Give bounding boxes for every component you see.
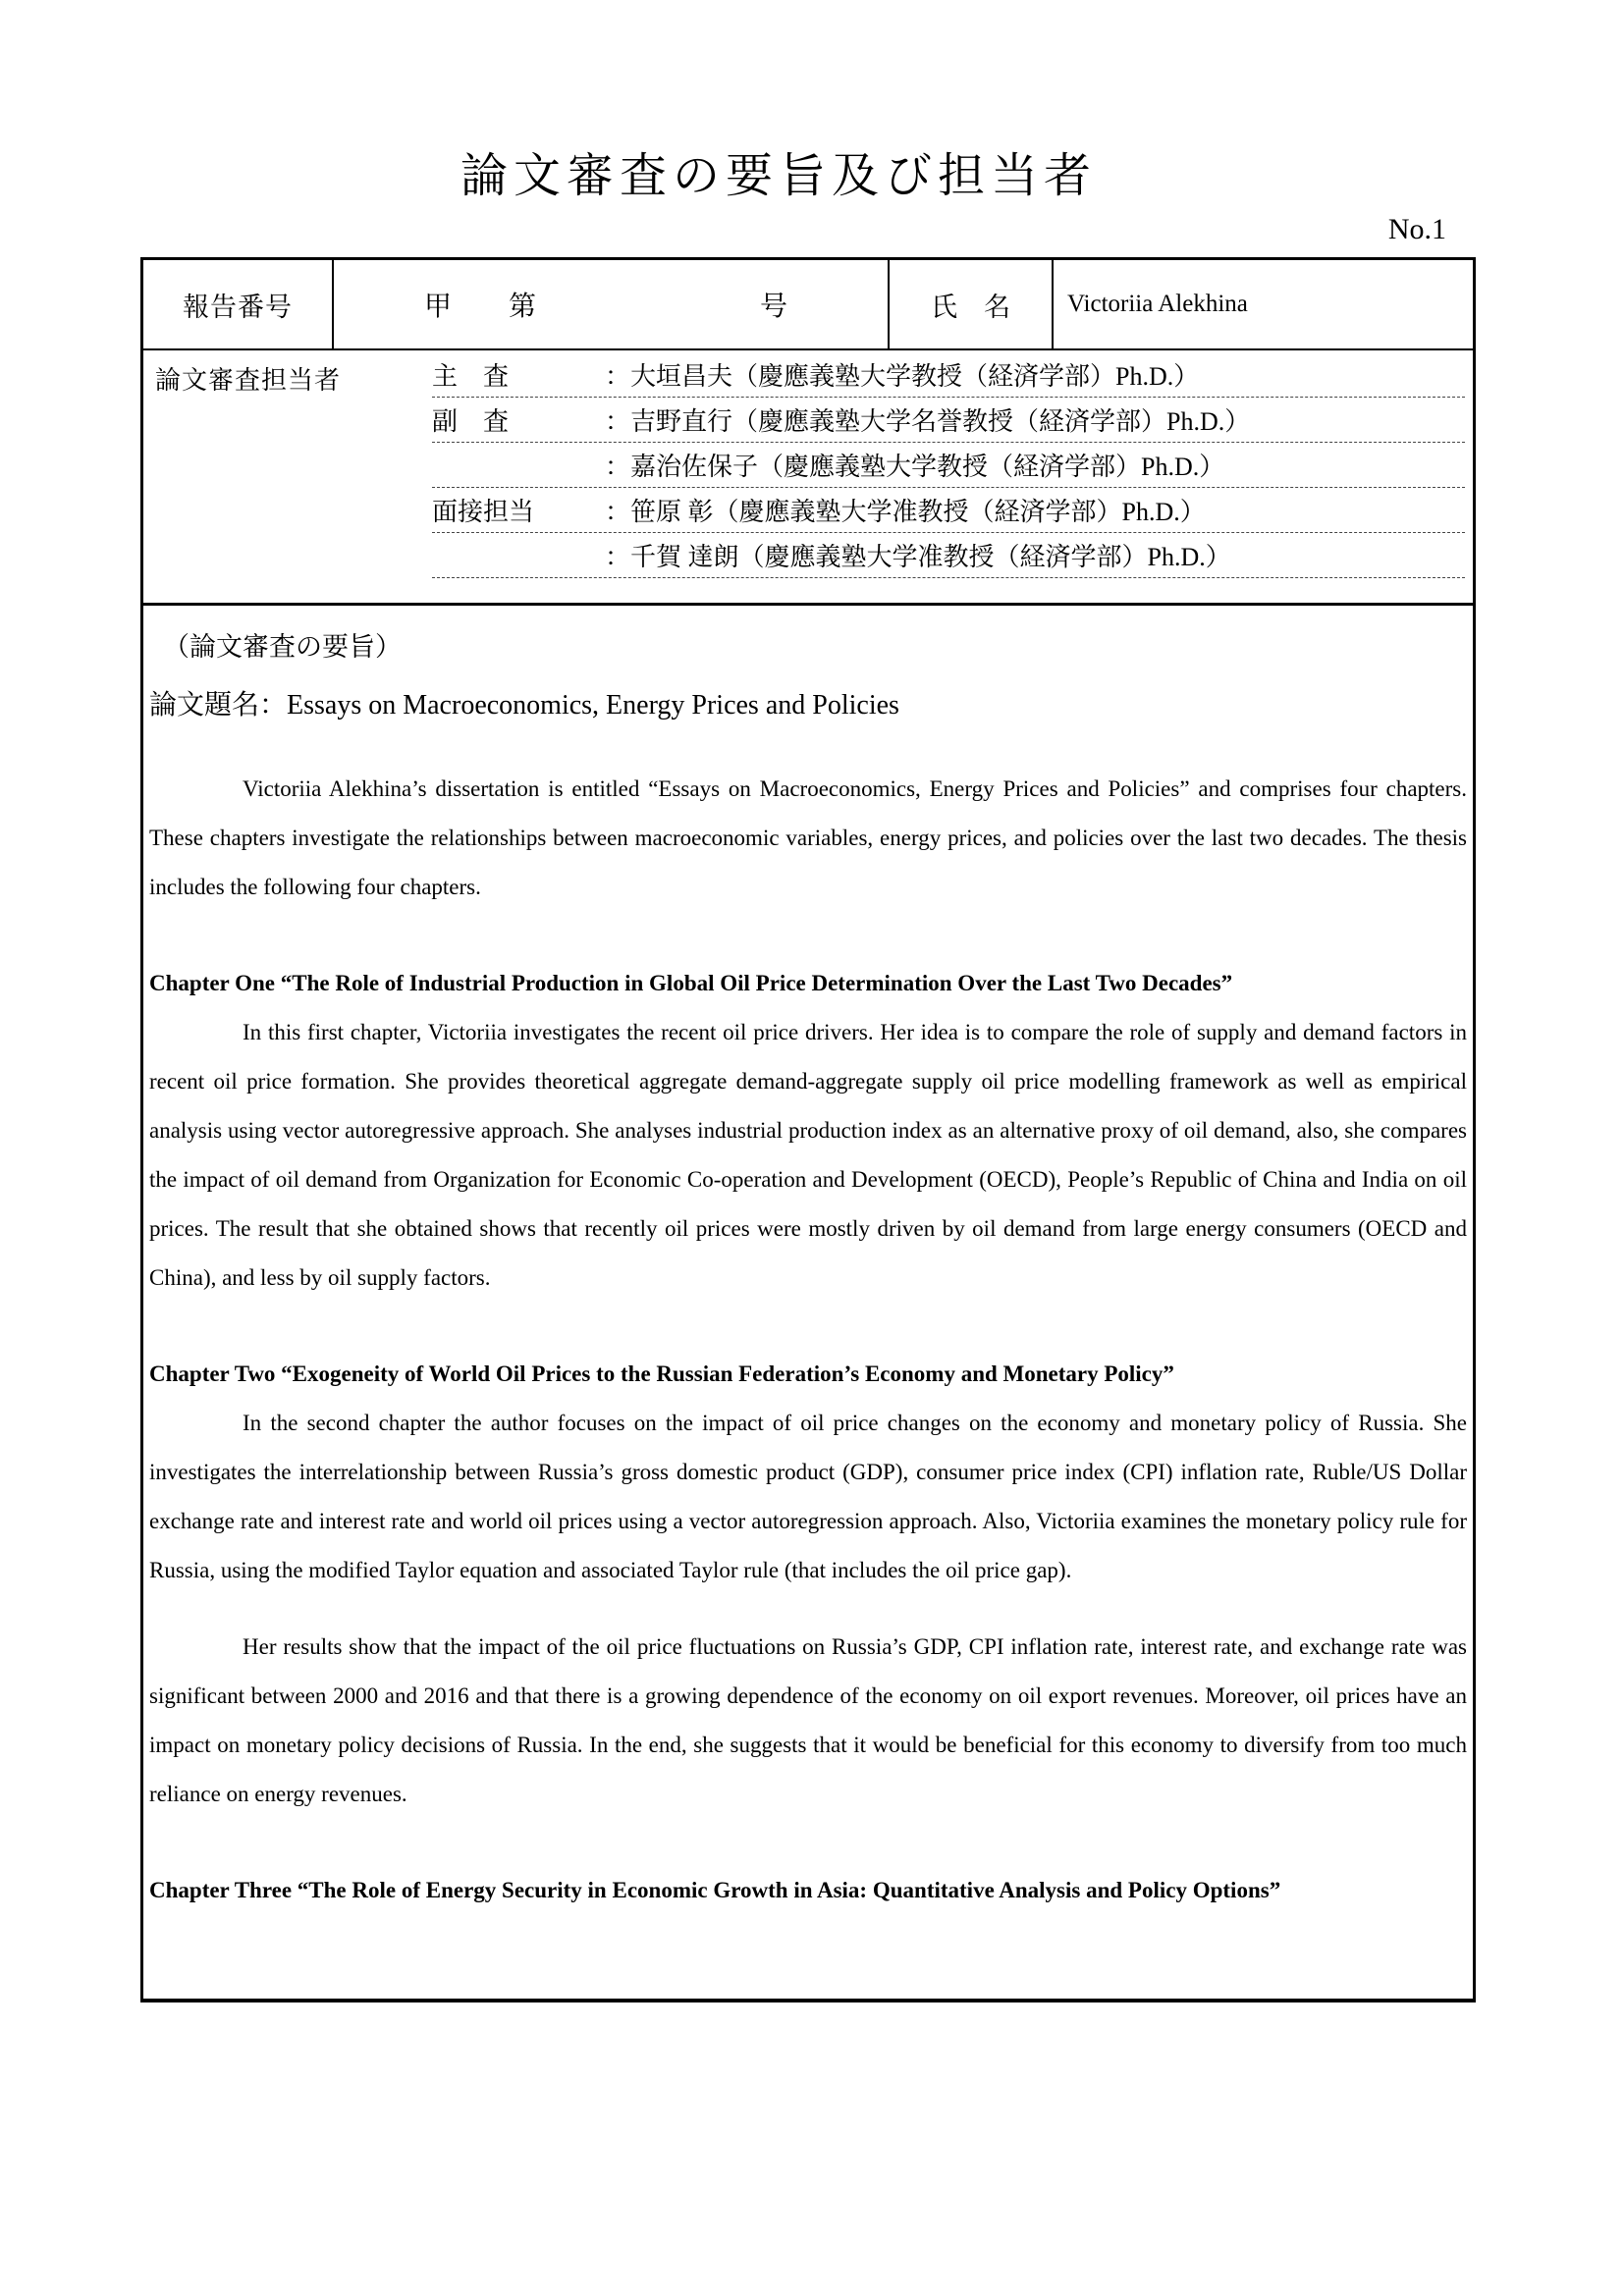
header-table	[140, 257, 1476, 609]
examiner-row-interview-1	[432, 488, 1465, 533]
examiner-row-interview-2	[432, 533, 1465, 578]
examiner-name: ：大垣昌夫（慶應義塾大学教授（経済学部）Ph.D.）	[605, 362, 1200, 391]
candidate-name: Victoriia Alekhina	[1067, 291, 1248, 317]
examiner-name: ：千賀 達朗（慶應義塾大学准教授（経済学部）Ph.D.）	[605, 543, 1231, 571]
report-number-gou: 号	[760, 292, 788, 322]
examiner-role: 面接担当	[432, 498, 535, 526]
chapter-one-paragraph: In this first chapter, Victoriia investigates the recent oil price drivers. Her idea is to compare the role of supply and demand factors in recent oil price formation. She provides theoretical aggregate demand-aggregate supply oil price modelling framework as well as empirical analysis using vector autoregressive approach. She analyses industrial production index as an alternative proxy of oil demand, also, she compares the impact of oil demand from Organization for Economic Co-operation and Development (OECD), People’s Republic of China and India on oil prices. The result that she obtained shows that recently oil prices were mostly driven by oil demand from large energy consumers (OECD and China), and less by oil supply factors.	[149, 1020, 1467, 1290]
chapter-two-paragraph-1: In the second chapter the author focuses on the impact of oil price changes on the economy and monetary policy of Russia. She investigates the interrelationship between Russia’s gross domestic product (GDP), consumer price index (CPI) inflation rate, Ruble/US Dollar exchange rate and interest rate and world oil prices using a vector autoregression approach. Also, Victoriia examines the monetary policy rule for Russia, using the modified Taylor equation and associated Taylor rule (that includes the oil price gap).	[149, 1411, 1467, 1582]
examiner-role: 主 査	[432, 362, 510, 391]
name-label-cell	[890, 260, 1054, 348]
examiner-role: 副 査	[432, 407, 510, 436]
thesis-title-label: 論文題名：	[149, 690, 288, 721]
examiner-row-deputy-1	[432, 398, 1465, 443]
examiner-row-deputy-2	[432, 443, 1465, 488]
thesis-title-line	[149, 682, 1467, 729]
review-summary-box	[140, 603, 1476, 2002]
examiner-name: ：笹原 彰（慶應義塾大学准教授（経済学部）Ph.D.）	[605, 498, 1206, 526]
examiner-name: ：吉野直行（慶應義塾大学名誉教授（経済学部）Ph.D.）	[605, 407, 1251, 436]
summary-section-label: （論文審査の要旨）	[163, 632, 402, 662]
chapter-two-heading: Chapter Two “Exogeneity of World Oil Prices to the Russian Federation’s Economy and Monetary Policy”	[149, 1362, 1174, 1386]
name-label: 氏 名	[931, 292, 1010, 322]
report-number-label: 報告番号	[183, 292, 293, 322]
report-number-label-cell	[143, 260, 334, 348]
examiners-row	[143, 350, 1473, 606]
examiner-name: ：嘉治佐保子（慶應義塾大学教授（経済学部）Ph.D.）	[605, 453, 1225, 481]
examiner-row-chief	[432, 352, 1465, 398]
report-number-kou: 甲	[424, 292, 453, 322]
chapter-one-heading: Chapter One “The Role of Industrial Production in Global Oil Price Determination Over the Last Two Decades”	[149, 971, 1233, 995]
name-value-cell	[1054, 260, 1473, 348]
intro-paragraph: Victoriia Alekhina’s dissertation is entitled “Essays on Macroeconomics, Energy Prices and Policies” and comprises four chapters. These chapters investigate the relationships between macroeconomic variables, energy prices, and policies over the last two decades. The thesis includes the following four chapters.	[149, 776, 1467, 899]
report-and-name-row	[143, 260, 1473, 350]
report-number-dai: 第	[509, 292, 537, 322]
chapter-two-paragraph-2: Her results show that the impact of the oil price fluctuations on Russia’s GDP, CPI inflation rate, interest rate, and exchange rate was significant between 2000 and 2016 and that there is a growing dependence of the economy on oil export revenues. Moreover, oil prices have an impact on monetary policy decisions of Russia. In the end, she suggests that it would be beneficial for this economy to diversify from too much reliance on energy revenues.	[149, 1634, 1467, 1806]
thesis-title: Essays on Macroeconomics, Energy Prices and Policies	[287, 690, 899, 721]
document-title: 論文審査の要旨及び担当者	[460, 150, 1097, 202]
examiners-label: 論文審査担当者	[155, 366, 342, 395]
page-number: No.1	[1387, 213, 1446, 245]
report-number-value-cell	[334, 260, 890, 348]
chapter-three-heading: Chapter Three “The Role of Energy Security in Economic Growth in Asia: Quantitative Analysis and Policy Options”	[149, 1878, 1281, 1902]
examiners-list	[432, 350, 1473, 606]
